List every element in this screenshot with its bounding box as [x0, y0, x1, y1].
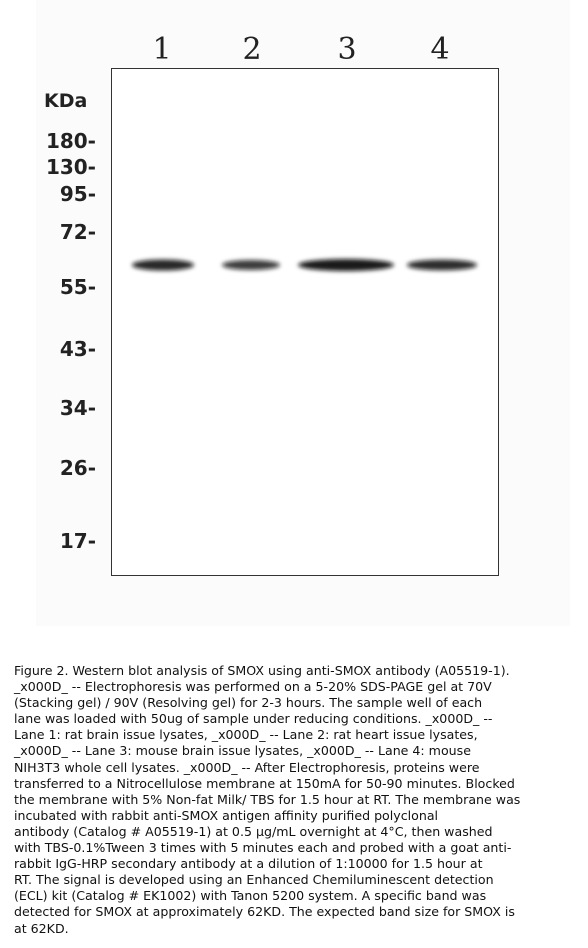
lane-label-1: 1 [152, 32, 172, 67]
caption-line: Figure 2. Western blot analysis of SMOX using anti-SMOX antibody (A05519-1). [14, 663, 510, 678]
caption-line: RT. The signal is developed using an Enhanced Chemiluminescent detection [14, 872, 494, 888]
caption-line: the membrane with 5% Non-fat Milk/ TBS for 1.5 hour at RT. The membrane was [14, 791, 521, 807]
caption-line: lane was loaded with 50ug of sample under reducing conditions. _x000D_ -- [14, 711, 493, 727]
caption-line: (ECL) kit (Catalog # EK1002) with Tanon 5200 system. A specific band was [14, 888, 487, 904]
caption-line: _x000D_ -- Electrophoresis was performed on a 5-20% SDS-PAGE gel at 70V [14, 679, 492, 695]
blot-membrane [111, 68, 499, 576]
mw-marker-26: 26- [59, 456, 96, 480]
caption-line: transferred to a Nitrocellulose membrane at 150mA for 50-90 minutes. Blocked [14, 775, 515, 791]
caption-line: detected for SMOX at approximately 62KD. The expected band size for SMOX is [14, 904, 515, 920]
caption-line: NIH3T3 whole cell lysates. _x000D_ -- After Electrophoresis, proteins were [14, 759, 480, 775]
band-lane-3 [298, 259, 394, 271]
mw-marker-43: 43- [59, 337, 96, 361]
mw-marker-72: 72- [59, 220, 96, 244]
caption-line: Lane 1: rat brain issue lysates, _x000D_ -- Lane 2: rat heart issue lysates, [14, 727, 478, 743]
figure-caption [14, 663, 574, 937]
lane-label-2: 2 [242, 32, 262, 67]
mw-marker-17: 17- [59, 529, 96, 553]
caption-line: _x000D_ -- Lane 3: mouse brain issue lysates, _x000D_ -- Lane 4: mouse [14, 743, 471, 759]
caption-line: (Stacking gel) / 90V (Resolving gel) for 2-3 hours. The sample well of each [14, 695, 483, 711]
caption-line: antibody (Catalog # A05519-1) at 0.5 μg/mL overnight at 4°C, then washed [14, 823, 493, 839]
band-lane-1 [132, 259, 194, 270]
band-lane-4 [407, 260, 477, 271]
caption-line: rabbit IgG-HRP secondary antibody at a dilution of 1:10000 for 1.5 hour at [14, 856, 483, 872]
lane-label-4: 4 [430, 32, 450, 67]
mw-marker-34: 34- [59, 396, 96, 420]
mw-marker-95: 95- [59, 182, 96, 206]
lane-label-3: 3 [337, 32, 357, 67]
mw-marker-130: 130- [45, 155, 96, 179]
caption-line: incubated with rabbit anti-SMOX antigen affinity purified polyclonal [14, 807, 439, 823]
caption-line: with TBS-0.1%Tween 3 times with 5 minutes each and probed with a goat anti- [14, 840, 512, 856]
band-layer [112, 69, 498, 575]
mw-marker-55: 55- [59, 275, 96, 299]
band-lane-2 [222, 260, 280, 270]
caption-line: at 62KD. [14, 920, 69, 936]
kda-unit-label: KDa [44, 90, 88, 112]
mw-marker-180: 180- [45, 129, 96, 153]
